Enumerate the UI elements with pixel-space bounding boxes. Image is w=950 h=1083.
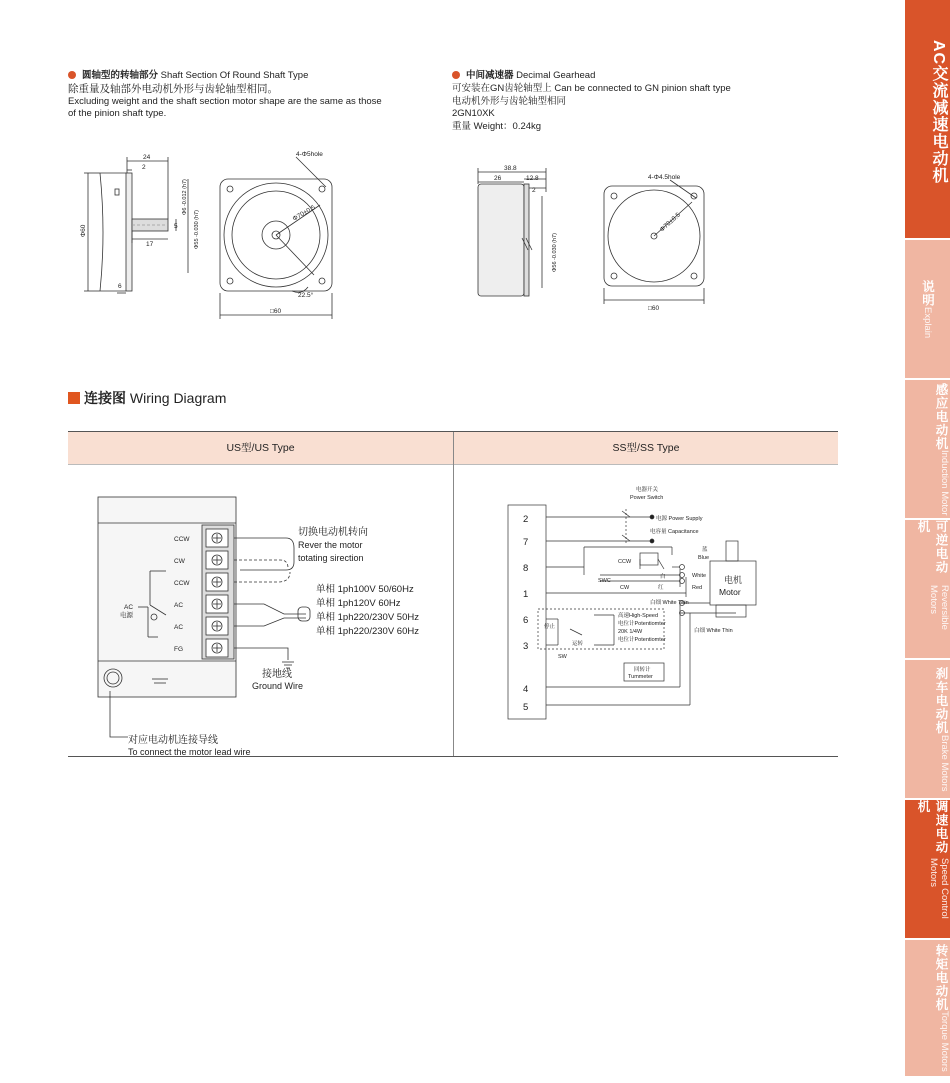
ss-terminal-5: 5: [523, 702, 529, 713]
dim-17: 17: [146, 241, 154, 248]
red-zh: 红: [658, 585, 664, 591]
tach-label-zh: 回转计: [634, 667, 651, 673]
sidebar-item-torque[interactable]: [905, 940, 950, 1076]
sidebar-item-induction[interactable]: [905, 380, 950, 518]
us-type-diagram: [68, 465, 453, 755]
term-label-ccw: CCW: [174, 536, 190, 543]
round-shaft-desc: [68, 83, 398, 121]
dim-sq: □60: [270, 308, 282, 315]
gearhead-title-en: Decimal Gearhead: [516, 70, 596, 81]
gearhead-heading: [452, 67, 595, 81]
run-label: 运转: [572, 641, 584, 647]
gearhead-weight: 重量 Weight：0.24kg: [452, 120, 542, 132]
voltage-2: 单相 1ph120V 60Hz: [316, 598, 401, 609]
round-shaft-title-en: Shaft Section Of Round Shaft Type: [160, 70, 309, 81]
gearhead-desc: [452, 83, 782, 133]
term-label-fg: FG: [174, 646, 184, 653]
sidebar-item-label-en: Reversible Motors: [928, 584, 950, 630]
us-type-header: US型/US Type: [226, 442, 295, 454]
term-label-ac2: AC: [174, 624, 184, 631]
gearhead-side-view: [478, 168, 546, 296]
dim-2: 2: [142, 164, 146, 171]
term-label-ccw2: CCW: [174, 580, 190, 587]
sidebar-item-label: 感应电动机: [934, 382, 948, 450]
switch-label-en1: Rever the motor: [298, 540, 363, 550]
lead-label-en: To connect the motor lead wire: [128, 747, 251, 755]
sw-label: SW: [558, 654, 567, 660]
sidebar-title: AC交流减速电动机: [930, 40, 947, 185]
dim-angle: 22.5°: [298, 292, 314, 299]
dim-24: 24: [143, 154, 151, 161]
ss-type-header: SS型/SS Type: [612, 442, 680, 454]
sidebar-item-label-en: Induction Motor: [939, 450, 950, 516]
ss-terminal-1: 1: [523, 589, 529, 600]
dim-shaft: Φ6 -0.012 (h7): [182, 179, 188, 215]
blue-zh: 蓝: [702, 547, 708, 553]
bullet-icon: [68, 71, 76, 79]
ss-terminal-7: 7: [523, 537, 529, 548]
square-icon: [68, 392, 80, 404]
ccw-label: CCW: [618, 559, 632, 565]
front-view: [220, 157, 332, 319]
sidebar-item-label: 调速电动机: [916, 800, 948, 854]
sidebar-item-speed-control[interactable]: [905, 800, 950, 938]
sidebar-item-explain[interactable]: [905, 240, 950, 378]
lead-label-zh: 对应电动机连接导线: [128, 735, 218, 746]
round-shaft-line3: of the pinion shaft type.: [68, 108, 167, 119]
voltage-3: 单相 1ph220/230V 50Hz: [316, 612, 419, 623]
blue-en: Blue: [698, 555, 710, 561]
round-shaft-heading: [68, 67, 308, 81]
dim-2: 2: [532, 187, 536, 194]
term-label-ac1: AC: [174, 602, 184, 609]
ground-label-en: Ground Wire: [252, 681, 304, 691]
sidebar-item-label-en: Brake Motors: [939, 734, 950, 791]
dim-38-8: 38.8: [504, 165, 517, 172]
wiring-table: [68, 431, 838, 757]
wiring-title-en: Wiring Diagram: [129, 390, 227, 406]
voltage-1: 单相 1ph100V 50/60Hz: [316, 584, 414, 595]
sidebar-item-label: 说明: [920, 279, 935, 307]
voltage-4: 单相 1ph220/230V 60Hz: [316, 626, 419, 637]
stop-label: 停止: [544, 624, 556, 630]
sidebar-item-label-en: Speed Control Motors: [928, 858, 950, 919]
dim-holes: 4-Φ5hole: [296, 151, 323, 158]
tach-label-en: Tummeter: [628, 674, 653, 680]
dim-26: 26: [494, 175, 502, 182]
ss-terminal-8: 8: [523, 563, 529, 574]
white-en: White: [692, 573, 707, 579]
gearhead-line2: 电动机外形与齿轮轴型相同: [452, 95, 567, 107]
term-label-cw: CW: [174, 558, 185, 565]
round-shaft-title-zh: 圆轴型的转轴部分: [82, 70, 159, 81]
dim-sq: □60: [648, 305, 660, 312]
ss-terminal-4: 4: [523, 684, 529, 695]
dim-12-8: 12.8: [526, 175, 539, 182]
sidebar-item-label-en: Torque Motors: [939, 1011, 950, 1073]
white-zh: 白: [660, 574, 666, 580]
dim-5: 5: [174, 223, 178, 230]
power-switch-en: Power Switch: [630, 495, 664, 501]
round-shaft-line1: 除重量及轴部外电动机外形与齿轮轴型相同。: [68, 83, 278, 95]
sidebar-item-label-en: Explain: [922, 306, 933, 339]
white-thin-1: 白细 White Thin: [650, 600, 689, 606]
gearhead-front-view: [604, 180, 704, 304]
gearhead-line1: 可安装在GN齿轮轴型上 Can be connected to GN pinion shaft type: [452, 83, 731, 94]
dim-pilot: Φ56 -0.030 (h7): [552, 233, 558, 272]
pot-label-1: 高速High-Speed: [618, 613, 659, 619]
wiring-title-zh: 连接图: [84, 390, 126, 406]
sidebar-item-label: 可逆电动机: [916, 520, 948, 574]
white-thin-2: 白细 White Thin: [694, 628, 733, 634]
ground-label-zh: 接地线: [262, 669, 292, 680]
ss-terminal-3: 3: [523, 641, 529, 652]
ac-label-zh: 电源: [120, 612, 133, 619]
lead-cw-ccw: [234, 538, 294, 570]
sidebar-item-label: 转矩电动机: [934, 943, 948, 1012]
power-supply-label: 电源 Power Supply: [656, 516, 703, 522]
dim-pilot: Φ55 -0.030 (h7): [194, 210, 200, 249]
sidebar-title-tab[interactable]: [905, 0, 950, 238]
sidebar-item-label: 刹车电动机: [934, 667, 948, 735]
gearhead-drawing: [470, 162, 720, 317]
switch-label-en2: totating sirection: [298, 553, 364, 563]
swc-label: SWC: [598, 578, 611, 584]
motor-label-en: Motor: [719, 587, 741, 597]
sidebar-item-reversible[interactable]: [905, 520, 950, 658]
wiring-title: [68, 388, 226, 408]
ss-terminal-2: 2: [523, 514, 529, 525]
ac-label-en: AC: [124, 604, 134, 611]
motor-label-zh: 电机: [724, 575, 743, 585]
pot-label-2: 电位计Potentiomter: [618, 621, 666, 627]
switch-label-zh: 切换电动机转向: [298, 527, 368, 538]
round-shaft-drawing: [70, 145, 370, 325]
dim-pcd: Φ70±0.5: [658, 211, 682, 234]
side-view: [84, 157, 188, 293]
round-shaft-line2: Excluding weight and the shaft section motor shape are the same as those: [68, 95, 382, 107]
pot-label-4: 电位计Potentiomter: [618, 637, 666, 643]
cw-label: CW: [620, 585, 630, 591]
power-switch-zh: 电器开关: [636, 487, 659, 493]
capacitance-label: 电容量 Capacitance: [650, 529, 699, 535]
gearhead-model: 2GN10XK: [452, 108, 495, 119]
red-en: Red: [692, 585, 703, 591]
gearhead-title-zh: 中间减速器: [466, 70, 514, 81]
ss-terminal-6: 6: [523, 615, 529, 626]
dim-holes: 4-Φ4.5hole: [648, 174, 681, 181]
ss-type-diagram: [454, 465, 838, 755]
dim-phi60: Φ60: [80, 224, 87, 237]
dim-6: 6: [118, 283, 122, 290]
dim-pcd: Φ70±0.5: [291, 204, 317, 223]
sidebar-item-brake[interactable]: [905, 660, 950, 798]
bullet-icon: [452, 71, 460, 79]
pot-label-3: 20K 1/4W: [618, 629, 643, 635]
